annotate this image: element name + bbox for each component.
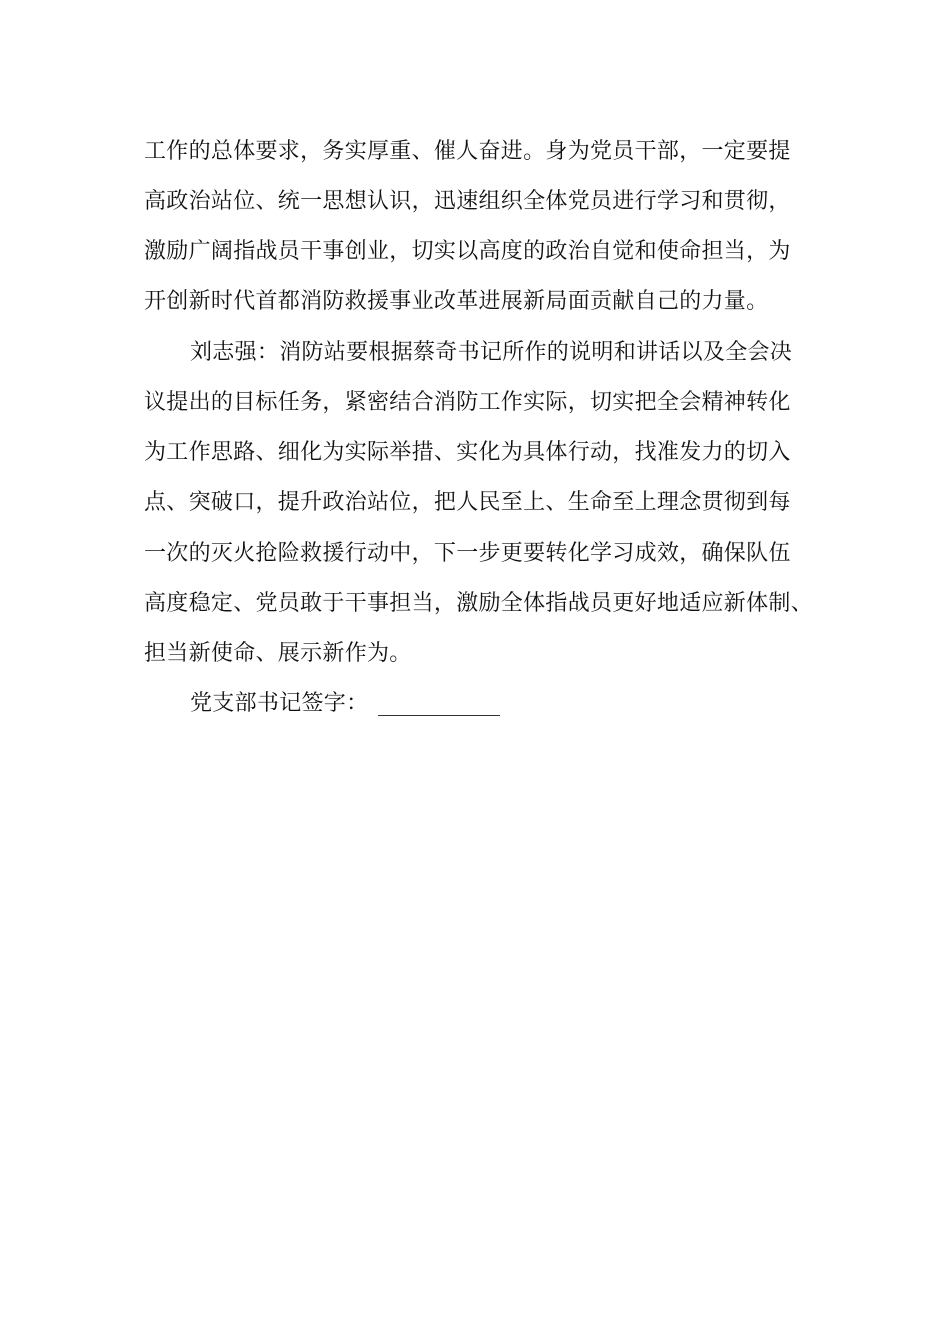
- paragraph-line: 工作的总体要求，务实厚重、催人奋进。身为党员干部，一定要提: [144, 139, 791, 164]
- paragraph-line: 担当新使命、展示新作为。: [144, 641, 412, 666]
- signature-field[interactable]: [378, 693, 500, 716]
- paragraph-line: 点、突破口，提升政治站位，把人民至上、生命至上理念贯彻到每: [144, 490, 791, 515]
- signature-label: 党支部书记签字：: [190, 691, 369, 716]
- paragraph-line: 刘志强：消防站要根据蔡奇书记所作的说明和讲话以及全会决: [190, 340, 793, 365]
- paragraph-line: 高度稳定、党员敢于干事担当，激励全体指战员更好地适应新体制、: [144, 591, 814, 616]
- paragraph-line: 开创新时代首都消防救援事业改革进展新局面贡献自己的力量。: [144, 289, 769, 314]
- paragraph-line: 一次的灭火抢险救援行动中，下一步更要转化学习成效，确保队伍: [144, 541, 791, 566]
- paragraph-line: 激励广阔指战员干事创业，切实以高度的政治自觉和使命担当，为: [144, 239, 791, 264]
- signature-line: [190, 689, 500, 719]
- paragraph-line: 高政治站位、统一思想认识，迅速组织全体党员进行学习和贯彻，: [144, 189, 791, 214]
- paragraph-line: 为工作思路、细化为实际举措、实化为具体行动，找准发力的切入: [144, 440, 791, 465]
- paragraph-line: 议提出的目标任务，紧密结合消防工作实际，切实把全会精神转化: [144, 390, 791, 415]
